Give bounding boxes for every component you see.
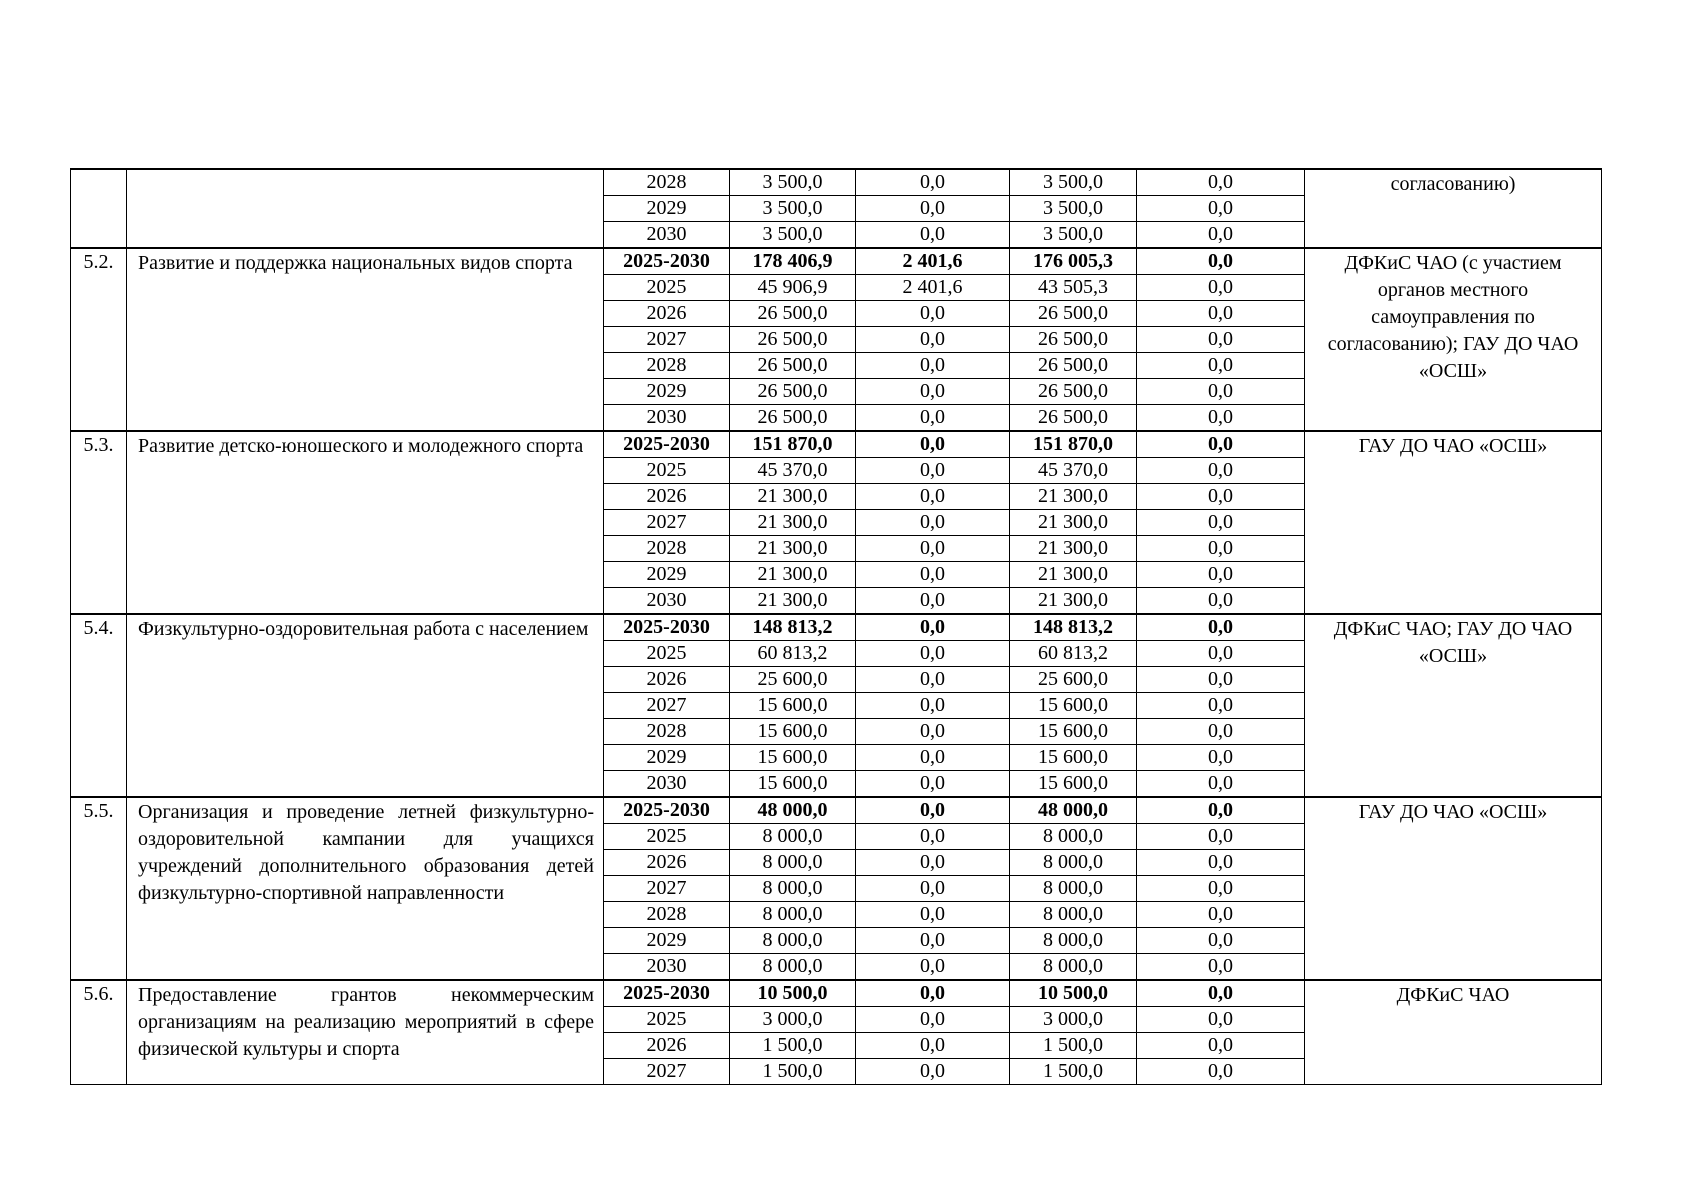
year-cell: 2025-2030 <box>604 980 730 1007</box>
other-sources-cell: 0,0 <box>1137 222 1305 249</box>
regional-budget-cell: 3 500,0 <box>1010 196 1137 222</box>
regional-budget-cell: 151 870,0 <box>1010 431 1137 458</box>
regional-budget-cell: 10 500,0 <box>1010 980 1137 1007</box>
total-amount-cell: 48 000,0 <box>730 797 856 824</box>
year-cell: 2025 <box>604 1007 730 1033</box>
year-cell: 2025 <box>604 275 730 301</box>
total-amount-cell: 15 600,0 <box>730 693 856 719</box>
total-amount-cell: 8 000,0 <box>730 954 856 981</box>
total-amount-cell: 3 000,0 <box>730 1007 856 1033</box>
regional-budget-cell: 1 500,0 <box>1010 1033 1137 1059</box>
regional-budget-cell: 176 005,3 <box>1010 248 1137 275</box>
year-cell: 2028 <box>604 902 730 928</box>
total-amount-cell: 148 813,2 <box>730 614 856 641</box>
item-name: Развитие детско-юношеского и молодежного спорта <box>127 431 604 614</box>
year-cell: 2030 <box>604 588 730 615</box>
total-amount-cell: 15 600,0 <box>730 771 856 798</box>
total-amount-cell: 8 000,0 <box>730 902 856 928</box>
federal-budget-cell: 0,0 <box>856 824 1010 850</box>
total-amount-cell: 26 500,0 <box>730 379 856 405</box>
other-sources-cell: 0,0 <box>1137 614 1305 641</box>
federal-budget-cell: 0,0 <box>856 902 1010 928</box>
item-number: 5.6. <box>71 980 127 1085</box>
federal-budget-cell: 0,0 <box>856 510 1010 536</box>
federal-budget-cell: 0,0 <box>856 1033 1010 1059</box>
total-amount-cell: 15 600,0 <box>730 719 856 745</box>
federal-budget-cell: 2 401,6 <box>856 248 1010 275</box>
total-amount-cell: 26 500,0 <box>730 327 856 353</box>
other-sources-cell: 0,0 <box>1137 824 1305 850</box>
year-cell: 2028 <box>604 169 730 196</box>
total-amount-cell: 151 870,0 <box>730 431 856 458</box>
total-amount-cell: 3 500,0 <box>730 222 856 249</box>
other-sources-cell: 0,0 <box>1137 275 1305 301</box>
federal-budget-cell: 0,0 <box>856 169 1010 196</box>
year-cell: 2030 <box>604 405 730 432</box>
federal-budget-cell: 0,0 <box>856 745 1010 771</box>
regional-budget-cell: 21 300,0 <box>1010 510 1137 536</box>
federal-budget-cell: 0,0 <box>856 1059 1010 1085</box>
regional-budget-cell: 3 500,0 <box>1010 169 1137 196</box>
item-name <box>127 169 604 248</box>
total-amount-cell: 8 000,0 <box>730 824 856 850</box>
total-amount-cell: 45 370,0 <box>730 458 856 484</box>
federal-budget-cell: 0,0 <box>856 536 1010 562</box>
year-cell: 2027 <box>604 693 730 719</box>
total-amount-cell: 15 600,0 <box>730 745 856 771</box>
other-sources-cell: 0,0 <box>1137 928 1305 954</box>
total-amount-cell: 1 500,0 <box>730 1033 856 1059</box>
responsible-executor: ДФКиС ЧАО <box>1305 980 1602 1085</box>
regional-budget-cell: 3 500,0 <box>1010 222 1137 249</box>
regional-budget-cell: 8 000,0 <box>1010 902 1137 928</box>
year-cell: 2026 <box>604 1033 730 1059</box>
regional-budget-cell: 26 500,0 <box>1010 301 1137 327</box>
year-cell: 2025 <box>604 824 730 850</box>
responsible-executor: ГАУ ДО ЧАО «ОСШ» <box>1305 431 1602 614</box>
federal-budget-cell: 0,0 <box>856 301 1010 327</box>
regional-budget-cell: 15 600,0 <box>1010 745 1137 771</box>
federal-budget-cell: 0,0 <box>856 222 1010 249</box>
other-sources-cell: 0,0 <box>1137 431 1305 458</box>
federal-budget-cell: 0,0 <box>856 980 1010 1007</box>
total-amount-cell: 3 500,0 <box>730 196 856 222</box>
other-sources-cell: 0,0 <box>1137 771 1305 798</box>
regional-budget-cell: 3 000,0 <box>1010 1007 1137 1033</box>
item-name: Развитие и поддержка национальных видов спорта <box>127 248 604 431</box>
item-number: 5.3. <box>71 431 127 614</box>
total-amount-cell: 178 406,9 <box>730 248 856 275</box>
table-row-total <box>71 248 1602 275</box>
other-sources-cell: 0,0 <box>1137 405 1305 432</box>
other-sources-cell: 0,0 <box>1137 1033 1305 1059</box>
other-sources-cell: 0,0 <box>1137 954 1305 981</box>
year-cell: 2028 <box>604 353 730 379</box>
regional-budget-cell: 8 000,0 <box>1010 850 1137 876</box>
year-cell: 2026 <box>604 301 730 327</box>
total-amount-cell: 25 600,0 <box>730 667 856 693</box>
other-sources-cell: 0,0 <box>1137 510 1305 536</box>
year-cell: 2029 <box>604 562 730 588</box>
other-sources-cell: 0,0 <box>1137 353 1305 379</box>
federal-budget-cell: 0,0 <box>856 458 1010 484</box>
regional-budget-cell: 15 600,0 <box>1010 719 1137 745</box>
regional-budget-cell: 25 600,0 <box>1010 667 1137 693</box>
budget-table <box>70 168 1602 1085</box>
item-name: Предоставление грантов некоммерческим организациям на реализацию мероприятий в сфере физической культуры и спорта <box>127 980 604 1085</box>
other-sources-cell: 0,0 <box>1137 169 1305 196</box>
other-sources-cell: 0,0 <box>1137 379 1305 405</box>
federal-budget-cell: 0,0 <box>856 876 1010 902</box>
total-amount-cell: 21 300,0 <box>730 484 856 510</box>
federal-budget-cell: 0,0 <box>856 850 1010 876</box>
federal-budget-cell: 0,0 <box>856 641 1010 667</box>
table-row-total <box>71 431 1602 458</box>
regional-budget-cell: 21 300,0 <box>1010 536 1137 562</box>
total-amount-cell: 60 813,2 <box>730 641 856 667</box>
total-amount-cell: 8 000,0 <box>730 876 856 902</box>
other-sources-cell: 0,0 <box>1137 902 1305 928</box>
regional-budget-cell: 15 600,0 <box>1010 693 1137 719</box>
regional-budget-cell: 26 500,0 <box>1010 379 1137 405</box>
year-cell: 2029 <box>604 196 730 222</box>
federal-budget-cell: 0,0 <box>856 562 1010 588</box>
table-row-total <box>71 980 1602 1007</box>
other-sources-cell: 0,0 <box>1137 562 1305 588</box>
total-amount-cell: 26 500,0 <box>730 405 856 432</box>
regional-budget-cell: 8 000,0 <box>1010 954 1137 981</box>
regional-budget-cell: 21 300,0 <box>1010 484 1137 510</box>
other-sources-cell: 0,0 <box>1137 719 1305 745</box>
other-sources-cell: 0,0 <box>1137 693 1305 719</box>
year-cell: 2028 <box>604 719 730 745</box>
year-cell: 2029 <box>604 928 730 954</box>
federal-budget-cell: 0,0 <box>856 771 1010 798</box>
other-sources-cell: 0,0 <box>1137 301 1305 327</box>
year-cell: 2025-2030 <box>604 248 730 275</box>
item-number <box>71 169 127 248</box>
year-cell: 2028 <box>604 536 730 562</box>
federal-budget-cell: 0,0 <box>856 196 1010 222</box>
year-cell: 2030 <box>604 954 730 981</box>
item-name: Организация и проведение летней физкультурно-оздоровительной кампании для учащихся учреждений дополнительного образования детей физкультурно-спортивной направленности <box>127 797 604 980</box>
other-sources-cell: 0,0 <box>1137 196 1305 222</box>
other-sources-cell: 0,0 <box>1137 248 1305 275</box>
item-name: Физкультурно-оздоровительная работа с населением <box>127 614 604 797</box>
other-sources-cell: 0,0 <box>1137 484 1305 510</box>
total-amount-cell: 21 300,0 <box>730 588 856 615</box>
regional-budget-cell: 8 000,0 <box>1010 928 1137 954</box>
other-sources-cell: 0,0 <box>1137 536 1305 562</box>
year-cell: 2027 <box>604 510 730 536</box>
other-sources-cell: 0,0 <box>1137 327 1305 353</box>
regional-budget-cell: 26 500,0 <box>1010 327 1137 353</box>
year-cell: 2025-2030 <box>604 797 730 824</box>
other-sources-cell: 0,0 <box>1137 1007 1305 1033</box>
federal-budget-cell: 0,0 <box>856 353 1010 379</box>
regional-budget-cell: 148 813,2 <box>1010 614 1137 641</box>
table-row-total <box>71 614 1602 641</box>
federal-budget-cell: 0,0 <box>856 719 1010 745</box>
year-cell: 2025 <box>604 458 730 484</box>
regional-budget-cell: 48 000,0 <box>1010 797 1137 824</box>
table-row-total <box>71 797 1602 824</box>
total-amount-cell: 3 500,0 <box>730 169 856 196</box>
year-cell: 2025 <box>604 641 730 667</box>
total-amount-cell: 1 500,0 <box>730 1059 856 1085</box>
total-amount-cell: 26 500,0 <box>730 301 856 327</box>
other-sources-cell: 0,0 <box>1137 667 1305 693</box>
federal-budget-cell: 0,0 <box>856 614 1010 641</box>
other-sources-cell: 0,0 <box>1137 588 1305 615</box>
item-number: 5.2. <box>71 248 127 431</box>
regional-budget-cell: 8 000,0 <box>1010 824 1137 850</box>
regional-budget-cell: 8 000,0 <box>1010 876 1137 902</box>
regional-budget-cell: 26 500,0 <box>1010 405 1137 432</box>
total-amount-cell: 45 906,9 <box>730 275 856 301</box>
year-cell: 2030 <box>604 222 730 249</box>
federal-budget-cell: 0,0 <box>856 797 1010 824</box>
responsible-executor: ГАУ ДО ЧАО «ОСШ» <box>1305 797 1602 980</box>
regional-budget-cell: 15 600,0 <box>1010 771 1137 798</box>
other-sources-cell: 0,0 <box>1137 980 1305 1007</box>
federal-budget-cell: 2 401,6 <box>856 275 1010 301</box>
federal-budget-cell: 0,0 <box>856 954 1010 981</box>
year-cell: 2029 <box>604 745 730 771</box>
year-cell: 2026 <box>604 667 730 693</box>
total-amount-cell: 8 000,0 <box>730 850 856 876</box>
federal-budget-cell: 0,0 <box>856 431 1010 458</box>
total-amount-cell: 8 000,0 <box>730 928 856 954</box>
other-sources-cell: 0,0 <box>1137 641 1305 667</box>
responsible-executor: ДФКиС ЧАО (с участием органов местного самоуправления по согласованию); ГАУ ДО ЧАО «ОСШ» <box>1305 248 1602 431</box>
year-cell: 2027 <box>604 876 730 902</box>
item-number: 5.5. <box>71 797 127 980</box>
table-row <box>71 169 1602 196</box>
other-sources-cell: 0,0 <box>1137 850 1305 876</box>
item-number: 5.4. <box>71 614 127 797</box>
regional-budget-cell: 21 300,0 <box>1010 588 1137 615</box>
federal-budget-cell: 0,0 <box>856 484 1010 510</box>
other-sources-cell: 0,0 <box>1137 797 1305 824</box>
federal-budget-cell: 0,0 <box>856 379 1010 405</box>
year-cell: 2030 <box>604 771 730 798</box>
other-sources-cell: 0,0 <box>1137 1059 1305 1085</box>
regional-budget-cell: 1 500,0 <box>1010 1059 1137 1085</box>
federal-budget-cell: 0,0 <box>856 1007 1010 1033</box>
year-cell: 2027 <box>604 1059 730 1085</box>
other-sources-cell: 0,0 <box>1137 458 1305 484</box>
federal-budget-cell: 0,0 <box>856 588 1010 615</box>
other-sources-cell: 0,0 <box>1137 876 1305 902</box>
federal-budget-cell: 0,0 <box>856 405 1010 432</box>
year-cell: 2026 <box>604 484 730 510</box>
year-cell: 2026 <box>604 850 730 876</box>
total-amount-cell: 21 300,0 <box>730 562 856 588</box>
total-amount-cell: 10 500,0 <box>730 980 856 1007</box>
federal-budget-cell: 0,0 <box>856 327 1010 353</box>
federal-budget-cell: 0,0 <box>856 693 1010 719</box>
other-sources-cell: 0,0 <box>1137 745 1305 771</box>
regional-budget-cell: 43 505,3 <box>1010 275 1137 301</box>
table-body <box>71 169 1602 1085</box>
regional-budget-cell: 26 500,0 <box>1010 353 1137 379</box>
total-amount-cell: 21 300,0 <box>730 536 856 562</box>
year-cell: 2027 <box>604 327 730 353</box>
federal-budget-cell: 0,0 <box>856 928 1010 954</box>
year-cell: 2025-2030 <box>604 431 730 458</box>
regional-budget-cell: 21 300,0 <box>1010 562 1137 588</box>
regional-budget-cell: 45 370,0 <box>1010 458 1137 484</box>
total-amount-cell: 21 300,0 <box>730 510 856 536</box>
total-amount-cell: 26 500,0 <box>730 353 856 379</box>
year-cell: 2025-2030 <box>604 614 730 641</box>
responsible-executor: ДФКиС ЧАО; ГАУ ДО ЧАО «ОСШ» <box>1305 614 1602 797</box>
responsible-executor: согласованию) <box>1305 169 1602 248</box>
year-cell: 2029 <box>604 379 730 405</box>
federal-budget-cell: 0,0 <box>856 667 1010 693</box>
regional-budget-cell: 60 813,2 <box>1010 641 1137 667</box>
